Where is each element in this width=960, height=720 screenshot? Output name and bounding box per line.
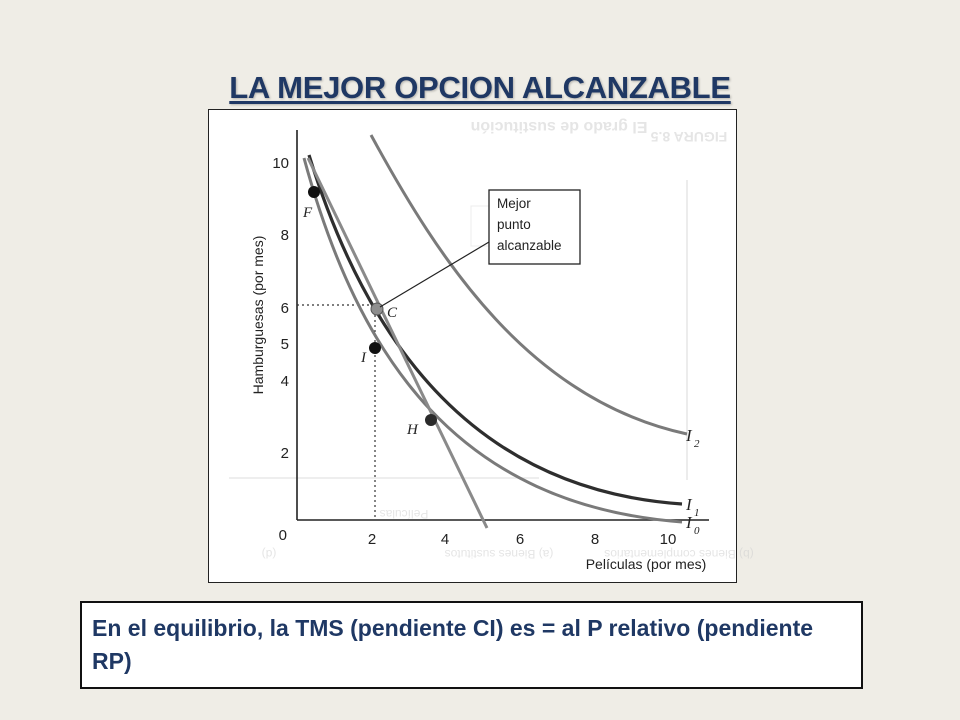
curve-label-i2: I: [686, 426, 692, 445]
y-tick-label: 2: [280, 445, 289, 462]
y-axis-title: Hamburguesas (por mes): [250, 235, 266, 395]
point-h: [425, 414, 437, 426]
x-tick-label: 4: [440, 531, 450, 548]
x-tick-label: 10: [659, 531, 677, 548]
point-c: [371, 303, 383, 315]
caption-text: En el equilibrio, la TMS (pendiente CI) es = al P relativo (pendiente RP): [92, 615, 814, 674]
y-tick-label: 8: [280, 227, 289, 244]
indifference-diagram: [208, 109, 754, 583]
ghost-heading: El grado de sustitución: [470, 118, 648, 135]
y-tick-label: 5: [280, 336, 289, 353]
point-f: [308, 186, 320, 198]
x-axis-title: Películas (por mes): [585, 556, 707, 572]
y-tick-label: 6: [280, 300, 289, 317]
ghost-figure-number: FIGURA 8.5: [650, 129, 728, 145]
curve-label-i1-sub: 1: [694, 507, 700, 519]
annotation-pointer: [380, 242, 489, 307]
point-label-f: F: [303, 205, 313, 221]
point-label-c: C: [387, 305, 398, 321]
point-i: [369, 342, 381, 354]
budget-line: [308, 158, 487, 528]
caption-box: [80, 601, 863, 689]
point-label-i: I: [361, 350, 366, 366]
annotation-line: Mejor: [497, 196, 531, 211]
ghost-axis-label: Películas: [379, 507, 429, 521]
y-tick-label: 4: [280, 373, 289, 390]
point-label-h: H: [407, 422, 418, 438]
curve-label-i2-sub: 2: [694, 438, 700, 450]
y-tick-label: 10: [272, 155, 289, 172]
x-tick-label: 2: [367, 531, 377, 548]
curve-label-i1: I: [686, 495, 692, 514]
origin-label: 0: [278, 527, 287, 544]
curve-label-i0-sub: 0: [694, 525, 700, 537]
ghost-panel-b: (b) Bienes complementarios: [604, 547, 754, 561]
annotation-line: punto: [497, 217, 531, 232]
x-tick-label: 6: [515, 531, 525, 548]
slide-title: LA MEJOR OPCION ALCANZABLE: [229, 70, 731, 105]
annotation-line: alcanzable: [497, 238, 562, 253]
curve-label-i0: I: [686, 513, 692, 532]
ghost-panel-a: (a) Bienes sustitutos: [444, 547, 554, 561]
x-tick-label: 8: [590, 531, 600, 548]
ghost-panel-d: (d): [261, 547, 277, 561]
ghost-background: [229, 118, 754, 561]
